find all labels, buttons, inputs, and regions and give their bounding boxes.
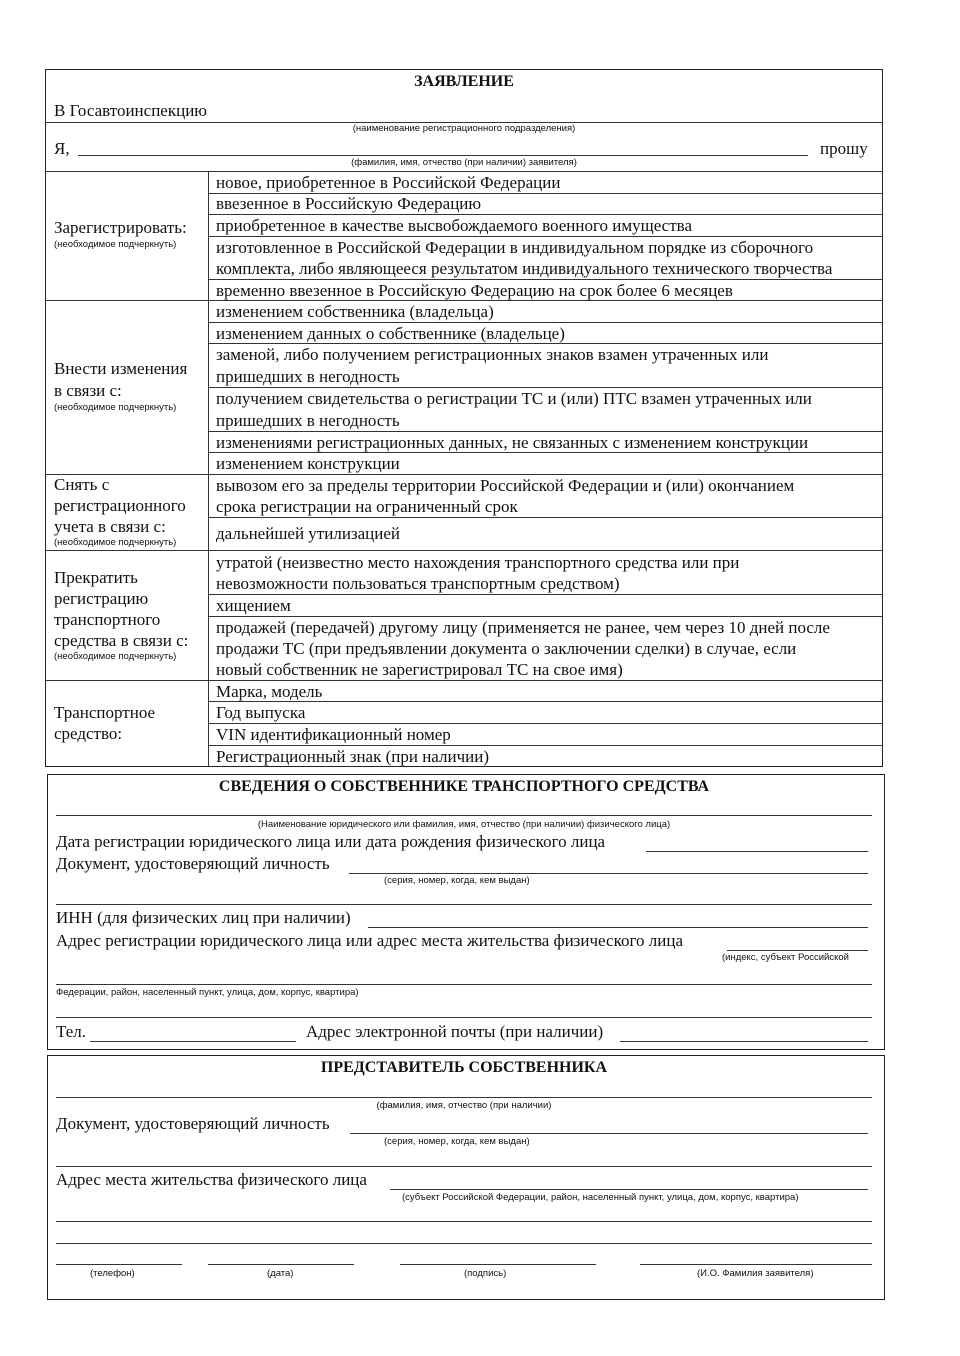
rep-signature-caption: (подпись): [464, 1268, 507, 1279]
rep-phone-caption: (телефон): [90, 1268, 135, 1279]
applicant-hint: (фамилия, имя, отчество (при наличии) заявителя): [351, 157, 577, 168]
owner-name-field[interactable]: [56, 815, 872, 816]
owner-address-field-2[interactable]: [56, 984, 872, 985]
register-hint: (необходимое подчеркнуть): [54, 239, 177, 250]
deregister-label: Снять с: [54, 475, 110, 494]
deregister-option[interactable]: вывозом его за пределы территории Российской Федерации и (или) окончанием: [216, 476, 795, 495]
vehicle-year-field[interactable]: Год выпуска: [216, 703, 306, 722]
owner-inn-label: ИНН (для физических лиц при наличии): [56, 908, 351, 927]
owner-doc-label: Документ, удостоверяющий личность: [56, 854, 330, 873]
rep-address-label: Адрес места жительства физического лица: [56, 1170, 367, 1189]
rep-phone-field[interactable]: [56, 1264, 182, 1265]
register-option-cont[interactable]: комплекта, либо являющееся результатом индивидуального технического творчества: [216, 259, 833, 278]
owner-phone-label: Тел.: [56, 1022, 87, 1041]
owner-doc-field[interactable]: [349, 873, 868, 874]
change-label: Внести изменения: [54, 359, 188, 378]
rep-date-field[interactable]: [208, 1264, 354, 1265]
ya-label: Я,: [54, 139, 70, 158]
change-option[interactable]: изменением собственника (владельца): [216, 302, 494, 321]
terminate-hint: (необходимое подчеркнуть): [54, 651, 177, 662]
rep-doc-label: Документ, удостоверяющий личность: [56, 1114, 330, 1133]
vehicle-vin-field[interactable]: VIN идентификационный номер: [216, 725, 451, 744]
change-option[interactable]: изменением конструкции: [216, 454, 400, 473]
owner-inn-field[interactable]: [368, 927, 868, 928]
vehicle-label: Транспортное: [54, 703, 156, 722]
terminate-option[interactable]: утратой (неизвестно место нахождения транспортного средства или при: [216, 553, 740, 572]
rep-address-field[interactable]: [390, 1189, 868, 1190]
change-option-cont[interactable]: пришедших в негодность: [216, 411, 400, 430]
terminate-label-4: средства в связи с:: [54, 631, 189, 650]
register-option[interactable]: изготовленное в Российской Федерации в индивидуальном порядке из сборочного: [216, 238, 814, 257]
vehicle-plate-field[interactable]: Регистрационный знак (при наличии): [216, 747, 489, 766]
page-title: ЗАЯВЛЕНИЕ: [414, 73, 514, 90]
terminate-label-3: транспортного: [54, 610, 161, 629]
unit-hint: (наименование регистрационного подразделения): [352, 123, 576, 134]
rep-address-field-2[interactable]: [56, 1221, 872, 1222]
rep-name-hint: (фамилия, имя, отчество (при наличии): [376, 1100, 552, 1111]
rep-fullname-field[interactable]: [640, 1264, 872, 1265]
change-option-cont[interactable]: пришедших в негодность: [216, 367, 400, 386]
deregister-label-3: учета в связи с:: [54, 517, 166, 536]
to-unit-label: В Госавтоинспекцию: [54, 101, 207, 120]
rep-date-caption: (дата): [267, 1268, 294, 1279]
terminate-label-2: регистрацию: [54, 589, 149, 608]
change-label-2: в связи с:: [54, 381, 122, 400]
owner-name-hint: (Наименование юридического или фамилия, имя, отчество (при наличии) физического лица): [257, 819, 671, 830]
terminate-option-cont[interactable]: невозможности пользоваться транспортным средством): [216, 574, 620, 593]
owner-address-label: Адрес регистрации юридического лица или адрес места жительства физического лица: [56, 931, 683, 950]
owner-address-hint-1: (индекс, субъект Российской: [722, 952, 849, 963]
register-label: Зарегистрировать:: [54, 218, 187, 237]
proshu-label: прошу: [820, 139, 868, 158]
owner-email-field[interactable]: [620, 1041, 868, 1042]
owner-doc-hint: (серия, номер, когда, кем выдан): [384, 875, 530, 886]
owner-doc-field-2[interactable]: [56, 904, 872, 905]
change-option[interactable]: изменением данных о собственнике (владельце): [216, 324, 565, 343]
register-option[interactable]: временно ввезенное в Российскую Федерацию на срок более 6 месяцев: [216, 281, 733, 300]
owner-phone-field[interactable]: [90, 1041, 296, 1042]
owner-address-field-3[interactable]: [56, 1017, 872, 1018]
vehicle-make-field[interactable]: Марка, модель: [216, 682, 323, 701]
terminate-option-cont[interactable]: новый собственник не зарегистрировал ТС на свое имя): [216, 660, 623, 679]
owner-address-hint-2: Федерации, район, населенный пункт, улица, дом, корпус, квартира): [56, 987, 359, 998]
register-option[interactable]: ввезенное в Российскую Федерацию: [216, 194, 482, 213]
rep-doc-hint: (серия, номер, когда, кем выдан): [384, 1136, 530, 1147]
applicant-name-field[interactable]: [78, 155, 808, 156]
rep-name-field[interactable]: [56, 1097, 872, 1098]
terminate-option[interactable]: продажей (передачей) другому лицу (применяется не ранее, чем через 10 дней после: [216, 618, 830, 637]
representative-title: ПРЕДСТАВИТЕЛЬ СОБСТВЕННИКА: [320, 1059, 608, 1076]
rep-doc-field-2[interactable]: [56, 1166, 872, 1167]
owner-regdate-label: Дата регистрации юридического лица или дата рождения физического лица: [56, 832, 606, 851]
deregister-hint: (необходимое подчеркнуть): [54, 537, 177, 548]
deregister-option[interactable]: дальнейшей утилизацией: [216, 524, 401, 543]
change-option[interactable]: изменениями регистрационных данных, не связанных с изменением конструкции: [216, 433, 809, 452]
rep-address-field-3[interactable]: [56, 1243, 872, 1244]
register-option[interactable]: новое, приобретенное в Российской Федерации: [216, 173, 561, 192]
owner-regdate-field[interactable]: [646, 851, 868, 852]
rep-fullname-caption: (И.О. Фамилия заявителя): [697, 1268, 814, 1279]
owner-email-label: Адрес электронной почты (при наличии): [306, 1022, 604, 1041]
deregister-option-cont[interactable]: срока регистрации на ограниченный срок: [216, 497, 518, 516]
terminate-option[interactable]: хищением: [216, 596, 291, 615]
deregister-label-2: регистрационного: [54, 496, 186, 515]
terminate-label: Прекратить: [54, 568, 138, 587]
terminate-option-cont[interactable]: продажи ТС (при предъявлении документа о заключении сделки) в случае, если: [216, 639, 797, 658]
change-option[interactable]: заменой, либо получением регистрационных знаков взамен утраченных или: [216, 345, 769, 364]
rep-signature-field[interactable]: [400, 1264, 596, 1265]
register-option[interactable]: приобретенное в качестве высвобождаемого военного имущества: [216, 216, 692, 235]
owner-title: СВЕДЕНИЯ О СОБСТВЕННИКЕ ТРАНСПОРТНОГО СРЕДСТВА: [218, 778, 710, 795]
rep-address-hint: (субъект Российской Федерации, район, населенный пункт, улица, дом, корпус, квартира): [402, 1192, 799, 1203]
change-hint: (необходимое подчеркнуть): [54, 402, 177, 413]
vehicle-label-2: средство:: [54, 724, 123, 743]
rep-doc-field[interactable]: [350, 1133, 868, 1134]
owner-address-field[interactable]: [727, 950, 868, 951]
change-option[interactable]: получением свидетельства о регистрации ТС и (или) ПТС взамен утраченных или: [216, 389, 812, 408]
